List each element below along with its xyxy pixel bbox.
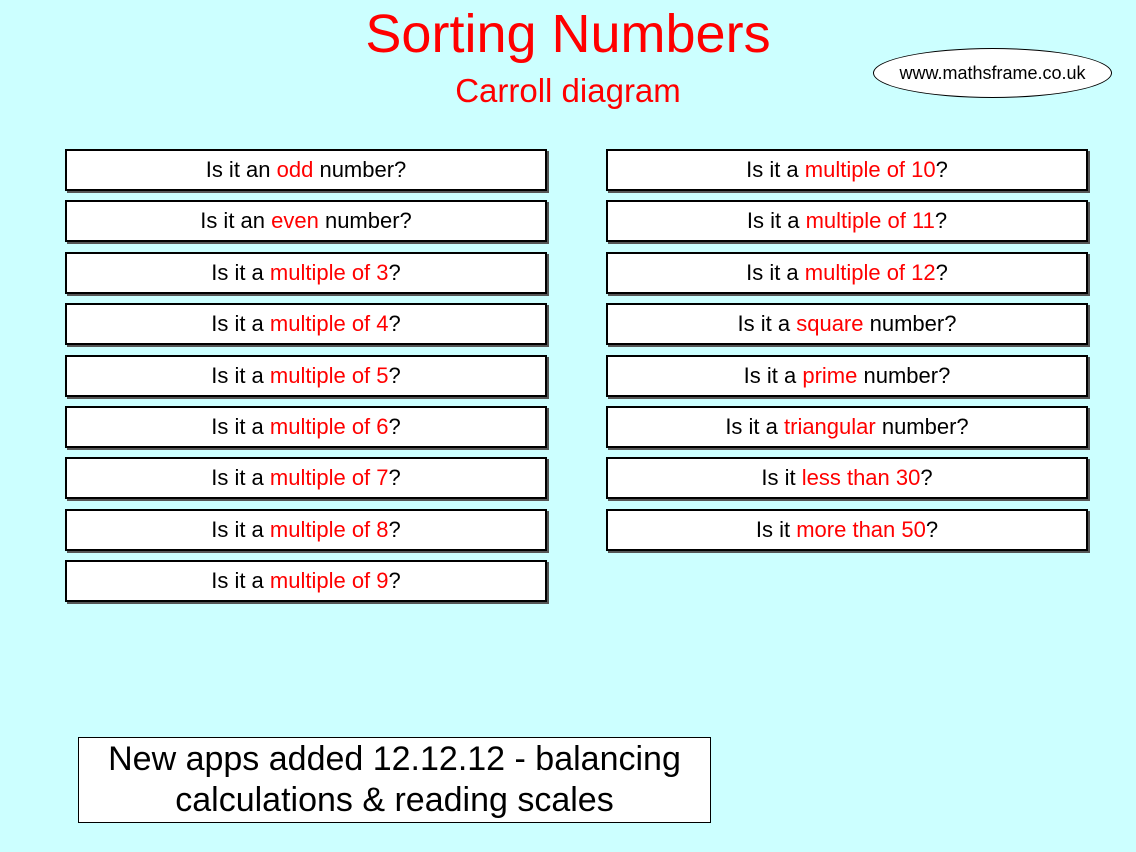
question-keyword: multiple of 3 [269,259,389,285]
question-list-left [65,149,547,612]
question-keyword: less than 30 [801,465,921,491]
question-keyword: multiple of 5 [269,362,389,388]
question-keyword: triangular [784,413,876,439]
notice-line-2: calculations & reading scales [175,781,614,819]
question-text: ? [388,311,401,337]
question-button-more-than-50[interactable] [606,509,1088,551]
site-link[interactable]: www.mathsframe.co.uk [873,48,1112,98]
question-text: ? [388,465,401,491]
question-keyword: multiple of 10 [804,157,936,182]
question-button-multiple-5[interactable] [65,355,547,397]
question-text: ? [935,157,948,182]
question-text: ? [388,413,401,439]
question-text: Is it an [200,208,272,234]
question-button-multiple-11[interactable] [606,200,1088,242]
question-keyword: multiple of 4 [269,311,389,337]
question-keyword: multiple of 6 [269,413,389,439]
question-button-even[interactable] [65,200,547,242]
question-keyword: square [796,311,864,337]
question-text: Is it a [737,311,797,337]
question-text: ? [934,208,948,234]
question-keyword: multiple of 9 [269,568,389,594]
question-text: ? [388,362,401,388]
question-keyword: more than 50 [796,516,926,542]
notice-line-1: New apps added 12.12.12 - balancing [108,740,681,778]
question-button-multiple-3[interactable] [65,252,547,294]
question-text: Is it a [211,362,270,388]
question-text: Is it a [211,516,270,542]
question-text: Is it a [211,465,270,491]
question-button-square[interactable] [606,303,1088,345]
question-keyword: prime [802,362,858,388]
question-text: number? [875,413,969,439]
question-keyword: even [271,208,319,234]
page-title: Sorting Numbers [365,4,771,64]
question-keyword: multiple of 12 [804,259,936,285]
question-button-multiple-10[interactable] [606,149,1088,191]
question-text: Is it [761,465,802,491]
question-text: ? [388,259,401,285]
question-text: Is it a [211,413,270,439]
question-button-multiple-9[interactable] [65,560,547,602]
question-text: Is it a [211,259,270,285]
question-text: ? [935,259,948,285]
question-text: Is it an [205,157,277,182]
question-button-multiple-4[interactable] [65,303,547,345]
page-subtitle: Carroll diagram [455,72,681,109]
question-text: Is it a [743,362,803,388]
question-keyword: multiple of 8 [269,516,389,542]
question-text: Is it a [746,208,806,234]
question-text: ? [388,516,401,542]
question-keyword: odd [276,157,314,182]
question-button-multiple-8[interactable] [65,509,547,551]
question-button-less-than-30[interactable] [606,457,1088,499]
question-text: Is it a [211,568,270,594]
question-keyword: multiple of 11 [805,208,935,234]
new-apps-notice[interactable] [78,737,711,823]
question-text: ? [920,465,933,491]
question-text: Is it [755,516,797,542]
question-text: ? [388,568,401,594]
question-text: Is it a [211,311,270,337]
question-button-prime[interactable] [606,355,1088,397]
question-text: Is it a [725,413,784,439]
question-button-multiple-7[interactable] [65,457,547,499]
question-keyword: multiple of 7 [269,465,389,491]
question-button-odd[interactable] [65,149,547,191]
question-text: Is it a [746,259,805,285]
question-text: number? [863,311,957,337]
question-button-triangular[interactable] [606,406,1088,448]
question-text: ? [925,516,939,542]
question-text: number? [313,157,407,182]
question-text: number? [857,362,951,388]
question-button-multiple-12[interactable] [606,252,1088,294]
question-text: Is it a [746,157,805,182]
question-text: number? [318,208,412,234]
question-button-multiple-6[interactable] [65,406,547,448]
question-list-right [606,149,1088,560]
